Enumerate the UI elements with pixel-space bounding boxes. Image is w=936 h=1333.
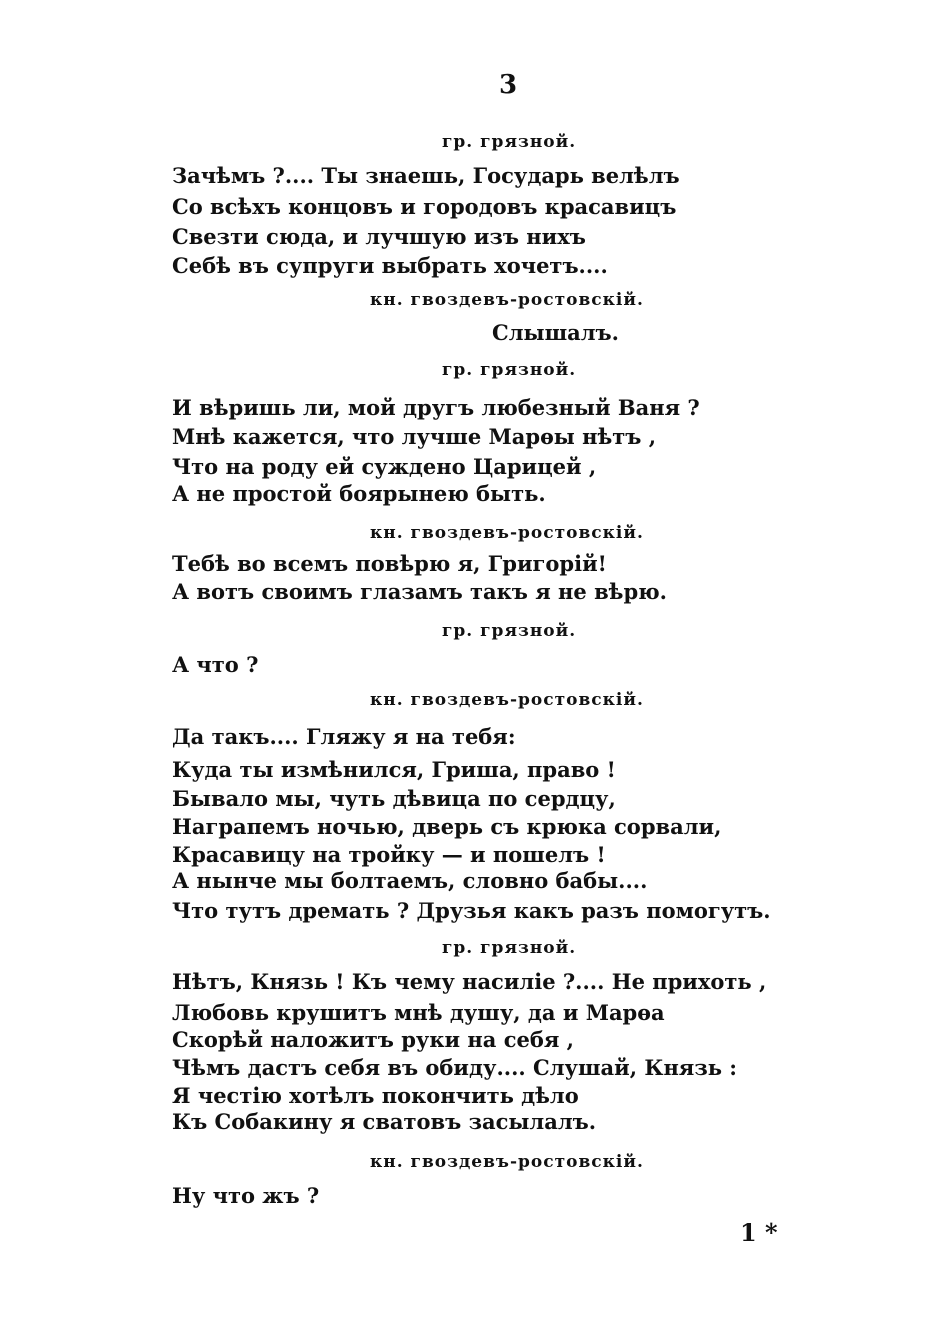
verse-line: Со всѣхъ концовъ и городовъ красавицъ <box>172 194 677 219</box>
verse-line: Мнѣ кажется, что лучше Марѳы нѣтъ , <box>172 424 657 449</box>
verse-line: А что ? <box>172 652 259 677</box>
speaker-heading: кн. гвоздевъ-ростовскій. <box>370 690 644 710</box>
speaker-heading: кн. гвоздевъ-ростовскій. <box>370 1152 644 1172</box>
verse-line: Зачѣмъ ?.... Ты знаешь, Государь велѣлъ <box>172 163 680 188</box>
speaker-heading: кн. гвоздевъ-ростовскій. <box>370 290 644 310</box>
verse-line: Ну что жъ ? <box>172 1183 320 1208</box>
speaker-heading: гр. грязной. <box>442 938 577 958</box>
verse-line: А нынче мы болтаемъ, словно бабы.... <box>172 868 648 893</box>
verse-line: Любовь крушитъ мнѣ душу, да и Марѳа <box>172 1000 665 1025</box>
verse-line: Скорѣй наложитъ руки на себя , <box>172 1027 574 1052</box>
speaker-heading: кн. гвоздевъ-ростовскій. <box>370 523 644 543</box>
signature-mark: 1 * <box>740 1218 778 1247</box>
speaker-heading: гр. грязной. <box>442 621 577 641</box>
speaker-heading: гр. грязной. <box>442 132 577 152</box>
verse-line: Бывало мы, чуть дѣвица по сердцу, <box>172 786 616 811</box>
verse-line: Нѣтъ, Князь ! Къ чему насиліе ?.... Не прихоть , <box>172 969 767 994</box>
verse-line: Чѣмъ дастъ себя въ обиду.... Слушай, Князь : <box>172 1055 738 1080</box>
verse-line: Я честію хотѣлъ покончить дѣло <box>172 1083 579 1108</box>
verse-line: Награпемъ ночью, дверь съ крюка сорвали, <box>172 814 722 839</box>
verse-line: Куда ты измѣнился, Гриша, право ! <box>172 757 616 782</box>
verse-line: Красавицу на тройку — и пошелъ ! <box>172 842 606 867</box>
verse-line: Тебѣ во всемъ повѣрю я, Григорій! <box>172 551 607 576</box>
verse-line: Свезти сюда, и лучшую изъ нихъ <box>172 224 586 249</box>
verse-line: Что тутъ дремать ? Друзья какъ разъ помогутъ. <box>172 898 771 923</box>
verse-line: А вотъ своимъ глазамъ такъ я не вѣрю. <box>172 579 667 604</box>
verse-line: Къ Собакину я сватовъ засылалъ. <box>172 1109 597 1134</box>
speaker-heading: гр. грязной. <box>442 360 577 380</box>
verse-line: Себѣ въ супруги выбрать хочетъ.... <box>172 253 608 278</box>
verse-line: А не простой боярынею быть. <box>172 481 546 506</box>
page-number: 3 <box>498 70 518 100</box>
verse-line: И вѣришь ли, мой другъ любезный Ваня ? <box>172 395 700 420</box>
verse-line: Да такъ.... Гляжу я на тебя: <box>172 724 516 749</box>
verse-line: Что на роду ей суждено Царицей , <box>172 454 597 479</box>
verse-line: Слышалъ. <box>492 320 619 345</box>
